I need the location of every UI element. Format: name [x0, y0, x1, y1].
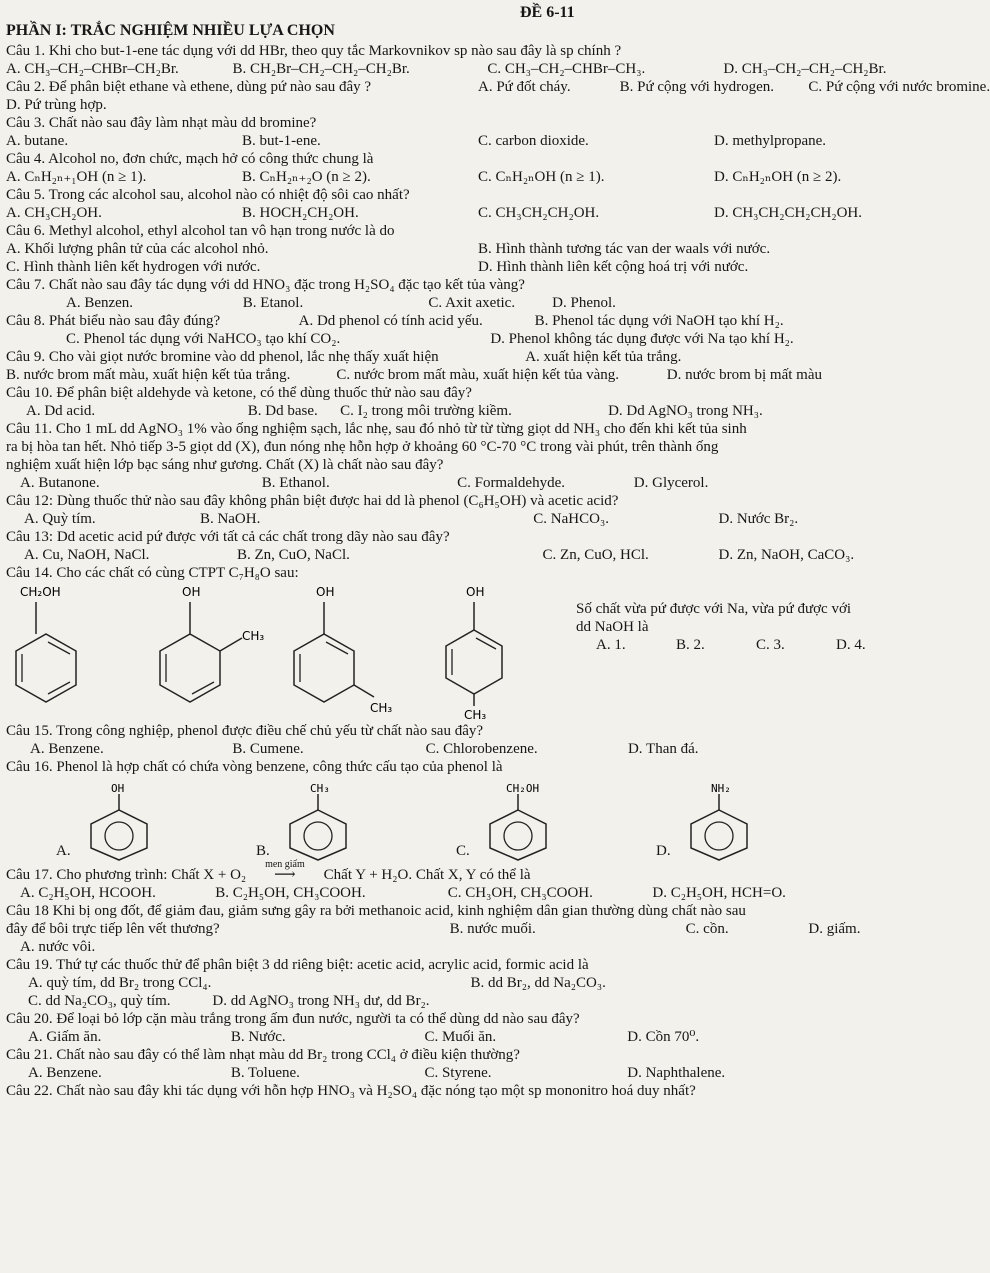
option-d: D. Glycerol. — [633, 475, 709, 491]
question-4 — [6, 150, 950, 186]
option-d: D. Phenol không tác dụng được với Na tạo khí H₂. — [490, 331, 794, 347]
question-6 — [6, 222, 950, 276]
stem-before-arrow: Câu 17. Cho phương trình: Chất X + O₂ — [6, 867, 247, 883]
option-c: C. Styrene. — [424, 1065, 492, 1081]
option-d: D. Cồn 70⁰. — [627, 1029, 700, 1045]
question-stem: Câu 4. Alcohol no, đơn chức, mạch hở có công thức chung là — [6, 151, 374, 167]
mol-label: CH₃ — [370, 701, 393, 715]
option-c: C. Formaldehyde. — [457, 475, 565, 491]
question-10 — [6, 384, 950, 420]
question-15 — [6, 722, 950, 758]
question-stem: Câu 19. Thứ tự các thuốc thử để phân biệt 3 dd riêng biệt: acetic acid, acrylic acid, formic acid là — [6, 957, 589, 973]
mol-label: OH — [182, 585, 201, 599]
substituent-label: NH₂ — [710, 782, 731, 795]
benzyl-alcohol-structure — [6, 582, 146, 722]
option-b: B. C₂H₅OH, CH₃COOH. — [215, 885, 366, 901]
option-a: A. Quỳ tím. — [24, 511, 96, 527]
question-2 — [6, 78, 990, 114]
question-stem: Câu 20. Để loại bỏ lớp cặn màu trắng trong ấm đun nước, người ta có thể dùng dd nào sau đây? — [6, 1011, 580, 1027]
option-a: A. Dd acid. — [26, 403, 96, 419]
option-a: A. Dd phenol có tính acid yếu. — [298, 313, 483, 329]
question-stem: Câu 13: Dd acetic acid pứ được với tất cả các chất trong dãy nào sau đây? — [6, 529, 450, 545]
question-11 — [6, 420, 950, 492]
m-cresol-structure — [286, 582, 426, 722]
option-b: B. NaOH. — [199, 511, 261, 527]
option-a: A. butane. — [6, 133, 69, 149]
option-b — [256, 780, 456, 860]
option-c — [456, 780, 656, 860]
question-3 — [6, 114, 950, 150]
question-stem-line-2: ra bị hòa tan hết. Nhỏ tiếp 3-5 giọt dd (X), đun nóng nhẹ hỗn hợp ở khoảng 60 °C-70 °C trong vài phút, trên thành ống — [6, 439, 719, 455]
option-b: B. Phenol tác dụng với NaOH tạo khí H₂. — [534, 313, 784, 329]
option-b: B. nước brom mất màu, xuất hiện kết tủa trắng. — [6, 367, 291, 383]
mol-label: OH — [316, 585, 335, 599]
option-c: C. dd Na₂CO₃, quỳ tím. — [28, 993, 171, 1009]
option-d: D. CH₃CH₂CH₂CH₂OH. — [714, 205, 863, 221]
option-d: D. Pứ trùng hợp. — [6, 97, 107, 113]
option-a: A. Benzen. — [66, 295, 134, 311]
reaction-arrow: men giấm ⟶ — [250, 866, 320, 884]
option-c: C. Zn, CuO, HCl. — [542, 547, 649, 563]
option-b: B. Ethanol. — [261, 475, 330, 491]
question-22 — [6, 1082, 950, 1100]
mol-label: OH — [466, 585, 485, 599]
option-a: A. CₙH₂ₙ₊₁OH (n ≥ 1). — [6, 169, 147, 185]
arrow-label: men giấm — [265, 859, 305, 870]
option-c: C. Chlorobenzene. — [425, 741, 538, 757]
option-c: C. CH₃OH, CH₃COOH. — [447, 885, 593, 901]
question-stem: Câu 11. Cho 1 mL dd AgNO₃ 1% vào ống nghiệm sạch, lắc nhẹ, sau đó nhỏ từ từ từng giọt dd NH₃ cho đến khi kết tủa sinh — [6, 421, 747, 437]
question-side-text: dd NaOH là — [576, 619, 649, 635]
question-stem-line-3: nghiệm xuất hiện lớp bạc sáng như gương. Chất (X) là chất nào sau đây? — [6, 457, 444, 473]
question-stem: Câu 16. Phenol là hợp chất có chứa vòng benzene, công thức cấu tạo của phenol là — [6, 759, 503, 775]
option-d: D. Phenol. — [552, 295, 616, 311]
section-title: PHẦN I: TRẮC NGHIỆM NHIỀU LỰA CHỌN — [6, 22, 335, 39]
question-stem — [6, 859, 950, 884]
question-8 — [6, 312, 950, 348]
question-17 — [6, 859, 950, 902]
option-c: C. cồn. — [685, 921, 729, 937]
option-a: A. Butanone. — [20, 475, 100, 491]
question-stem: Câu 9. Cho vài giọt nước bromine vào dd phenol, lắc nhẹ thấy xuất hiện — [6, 349, 439, 365]
question-21 — [6, 1046, 950, 1082]
question-19 — [6, 956, 950, 1010]
option-a: A. Khối lượng phân tử của các alcohol nhỏ. — [6, 241, 269, 257]
option-d: D. CₙH₂ₙOH (n ≥ 2). — [714, 169, 842, 185]
option-c: C. Axit axetic. — [428, 295, 516, 311]
option-c: C. Pứ cộng với nước bromine. — [808, 79, 990, 95]
option-letter: D. — [656, 843, 671, 859]
option-b: B. Hình thành tương tác van der waals với nước. — [478, 241, 771, 257]
option-d: D. CH₃–CH₂–CH₂–CH₂Br. — [723, 61, 887, 77]
question-20 — [6, 1010, 950, 1046]
option-b: B. 2. — [676, 637, 705, 653]
question-stem: Câu 22. Chất nào sau đây khi tác dụng với hỗn hợp HNO₃ và H₂SO₄ đặc nóng tạo một sp mononitro hoá duy nhất? — [6, 1083, 696, 1099]
question-stem: Câu 10. Để phân biệt aldehyde và ketone, có thể dùng thuốc thử nào sau đây? — [6, 385, 472, 401]
mol-label: CH₂OH — [20, 585, 61, 599]
option-d: D. giấm. — [808, 921, 861, 937]
option-b: B. Dd base. — [247, 403, 318, 419]
option-a: A. quỳ tím, dd Br₂ trong CCl₄. — [28, 975, 212, 991]
option-a — [56, 780, 256, 860]
option-d: D. 4. — [836, 637, 866, 653]
toluene-structure — [270, 780, 390, 860]
option-a: A. nước vôi. — [20, 939, 96, 955]
option-letter: B. — [256, 843, 270, 859]
phenol-structure — [71, 780, 191, 860]
option-b: B. Toluene. — [230, 1065, 300, 1081]
option-a: A. CH₃CH₂OH. — [6, 205, 102, 221]
option-letter: A. — [56, 843, 71, 859]
option-c: C. Phenol tác dụng với NaHCO₃ tạo khí CO₂. — [66, 331, 341, 347]
benzyl-alcohol-structure — [470, 780, 590, 860]
question-16 — [6, 758, 950, 860]
option-letter: C. — [456, 843, 470, 859]
option-d — [656, 780, 856, 860]
question-18 — [6, 902, 950, 956]
option-a: A. Cu, NaOH, NaCl. — [24, 547, 150, 563]
option-d: D. Naphthalene. — [627, 1065, 726, 1081]
option-c: C. NaHCO₃. — [533, 511, 609, 527]
p-cresol-structure — [426, 582, 566, 722]
option-d: D. dd AgNO₃ trong NH₃ dư, dd Br₂. — [212, 993, 430, 1009]
mol-label: CH₃ — [464, 708, 487, 722]
question-stem: Câu 1. Khi cho but-1-ene tác dụng với dd HBr, theo quy tắc Markovnikov sp nào sau đây là sp chính ? — [6, 43, 622, 59]
stem-after-arrow: Chất Y + H₂O. Chất X, Y có thể là — [323, 867, 531, 883]
option-c: C. CH₃CH₂CH₂OH. — [478, 205, 600, 221]
question-9 — [6, 348, 950, 384]
substituent-label: CH₃ — [309, 782, 330, 795]
question-stem: Câu 15. Trong công nghiệp, phenol được điều chế chủ yếu từ chất nào sau đây? — [6, 723, 484, 739]
option-d: D. Zn, NaOH, CaCO₃. — [718, 547, 855, 563]
option-c: C. CₙH₂ₙOH (n ≥ 1). — [478, 169, 605, 185]
question-side-text: Số chất vừa pứ được với Na, vừa pứ được với — [576, 601, 852, 617]
option-b: B. CH₂Br–CH₂–CH₂–CH₂Br. — [232, 61, 410, 77]
option-c: C. I₂ trong môi trường kiềm. — [340, 403, 512, 419]
question-12 — [6, 492, 950, 528]
option-d: D. C₂H₅OH, HCH=O. — [652, 885, 786, 901]
question-stem: Câu 2. Để phân biệt ethane và ethene, dùng pứ nào sau đây ? — [6, 79, 372, 95]
option-b: B. Zn, CuO, NaCl. — [236, 547, 350, 563]
question-stem: Câu 8. Phát biểu nào sau đây đúng? — [6, 313, 221, 329]
question-stem: Câu 12: Dùng thuốc thử nào sau đây không phân biệt được hai dd là phenol (C₆H₅OH) và acetic acid? — [6, 493, 619, 509]
question-7 — [6, 276, 950, 312]
question-5 — [6, 186, 950, 222]
option-b: B. Etanol. — [242, 295, 304, 311]
option-b: B. Pứ cộng với hydrogen. — [619, 79, 774, 95]
option-a: A. xuất hiện kết tủa trắng. — [525, 349, 682, 365]
option-a: A. Pứ đốt cháy. — [478, 79, 571, 95]
question-stem: Câu 14. Cho các chất có cùng CTPT C₇H₈O sau: — [6, 565, 299, 581]
option-a: A. Giấm ăn. — [28, 1029, 102, 1045]
question-stem: Câu 3. Chất nào sau đây làm nhạt màu dd bromine? — [6, 115, 317, 131]
option-d: D. methylpropane. — [714, 133, 827, 149]
question-13 — [6, 528, 950, 564]
question-14-prompt — [576, 582, 916, 654]
question-stem: Câu 5. Trong các alcohol sau, alcohol nào có nhiệt độ sôi cao nhất? — [6, 187, 410, 203]
option-c: C. Muối ăn. — [424, 1029, 497, 1045]
option-c: C. 3. — [756, 637, 785, 653]
exam-code: ĐỀ 6-11 — [520, 4, 575, 21]
option-d: D. Nước Br₂. — [718, 511, 799, 527]
option-a: A. C₂H₅OH, HCOOH. — [20, 885, 156, 901]
question-14 — [6, 564, 950, 722]
option-b: B. CₙH₂ₙ₊₂O (n ≥ 2). — [242, 169, 371, 185]
option-c: C. Hình thành liên kết hydrogen với nước. — [6, 259, 261, 275]
option-c: C. carbon dioxide. — [478, 133, 589, 149]
option-a: A. Benzene. — [30, 741, 104, 757]
option-b: B. HOCH₂CH₂OH. — [242, 205, 359, 221]
o-cresol-structure — [146, 582, 286, 722]
question-stem: Câu 7. Chất nào sau đây tác dụng với dd HNO₃ đặc trong H₂SO₄ đặc tạo kết tủa vàng? — [6, 277, 525, 293]
mol-label: CH₃ — [242, 629, 265, 643]
option-c: C. nước brom mất màu, xuất hiện kết tủa vàng. — [336, 367, 620, 383]
option-a: A. 1. — [596, 637, 626, 653]
option-d: D. Dd AgNO₃ trong NH₃. — [608, 403, 763, 419]
option-c: C. CH₃–CH₂–CHBr–CH₃. — [487, 61, 646, 77]
question-stem: Câu 21. Chất nào sau đây có thể làm nhạt màu dd Br₂ trong CCl₄ ở điều kiện thường? — [6, 1047, 520, 1063]
substituent-label: CH₂OH — [505, 782, 539, 795]
option-b: B. nước muối. — [449, 921, 536, 937]
option-d: D. Hình thành liên kết cộng hoá trị với nước. — [478, 259, 749, 275]
option-b: B. Cumene. — [232, 741, 304, 757]
option-b: B. but-1-ene. — [242, 133, 321, 149]
option-d: D. nước brom bị mất màu — [666, 367, 822, 383]
question-stem-line-2: đây để bôi trực tiếp lên vết thương? — [6, 921, 220, 937]
question-stem: Câu 6. Methyl alcohol, ethyl alcohol tan vô hạn trong nước là do — [6, 223, 395, 239]
substituent-label: OH — [110, 782, 124, 795]
option-d: D. Than đá. — [627, 741, 699, 757]
aniline-structure — [671, 780, 791, 860]
option-a: A. Benzene. — [28, 1065, 102, 1081]
option-b: B. dd Br₂, dd Na₂CO₃. — [470, 975, 606, 991]
option-a: A. CH₃–CH₂–CHBr–CH₂Br. — [6, 61, 179, 77]
option-b: B. Nước. — [230, 1029, 286, 1045]
question-stem: Câu 18 Khi bị ong đốt, để giảm đau, giảm sưng gây ra bởi methanoic acid, kinh nghiệm dân gian thường dùng chất nào sau — [6, 903, 746, 919]
question-1 — [6, 42, 950, 78]
